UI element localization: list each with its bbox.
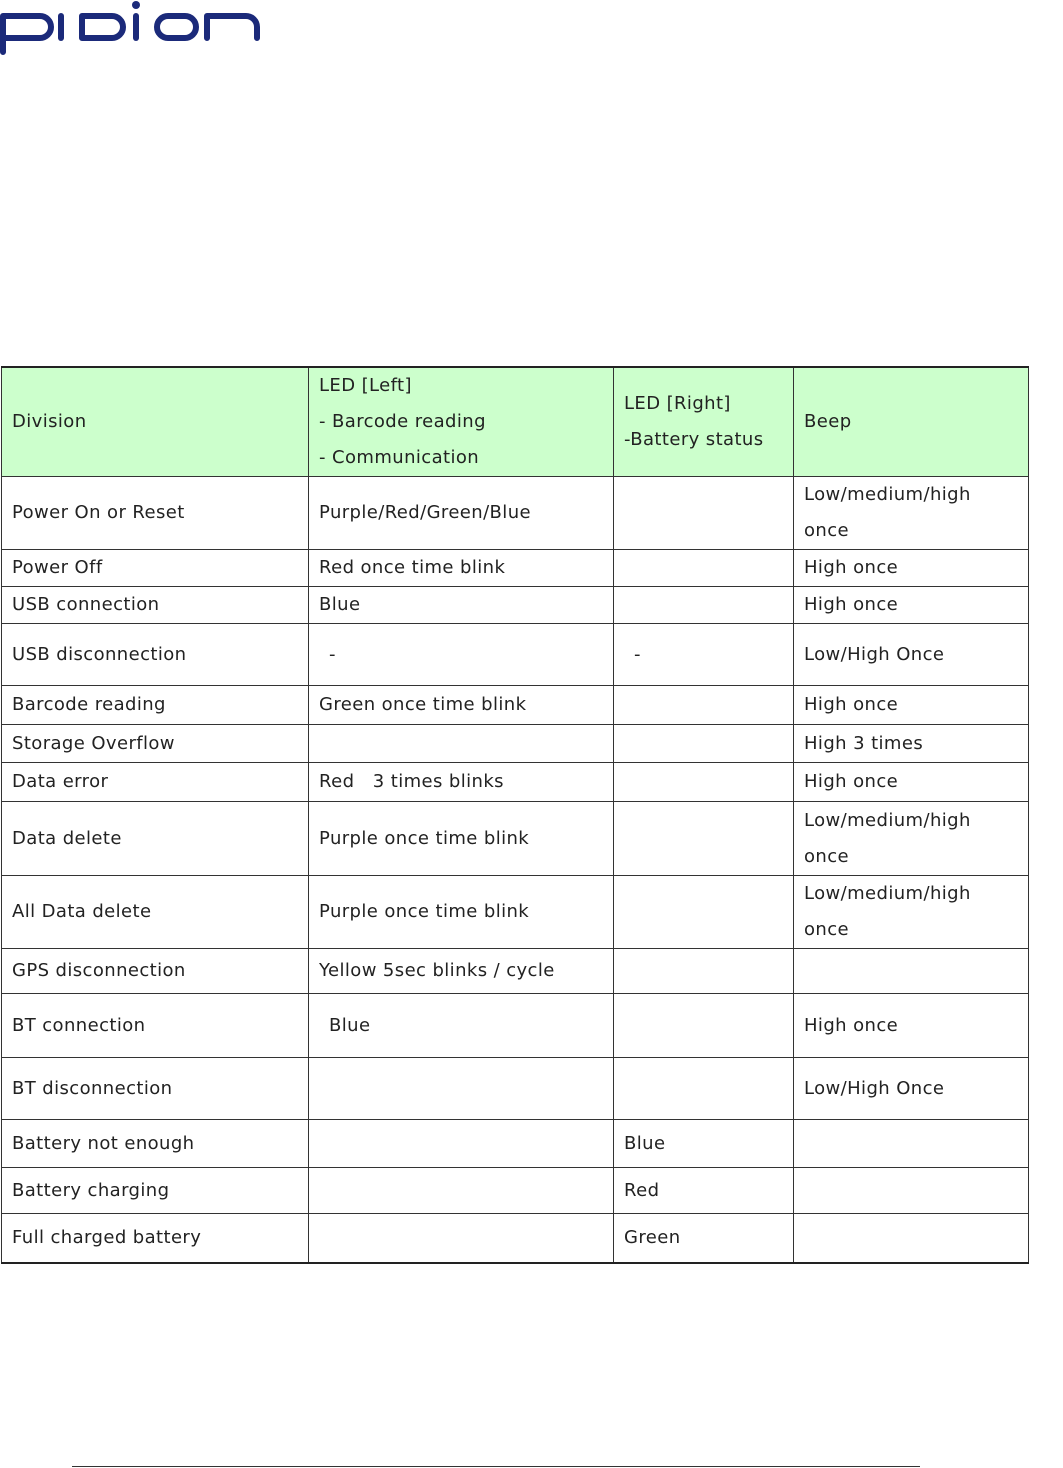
cell-led-left: Blue bbox=[309, 994, 614, 1058]
cell-led-left: Yellow 5sec blinks / cycle bbox=[309, 949, 614, 994]
cell-led-left bbox=[309, 1214, 614, 1263]
cell-led-left bbox=[309, 1058, 614, 1120]
header-led-left-title: LED [Left] bbox=[319, 375, 412, 396]
cell-division: Battery charging bbox=[2, 1168, 309, 1214]
cell-beep bbox=[794, 949, 1029, 994]
cell-led-right: Red bbox=[614, 1168, 794, 1214]
table-row bbox=[2, 477, 1029, 550]
table-header-row bbox=[2, 367, 1029, 477]
cell-led-left: Green once time blink bbox=[309, 686, 614, 725]
cell-led-right bbox=[614, 802, 794, 876]
header-led-right-title: LED [Right] bbox=[624, 393, 731, 414]
table-row bbox=[2, 994, 1029, 1058]
footer-divider bbox=[72, 1466, 920, 1467]
cell-led-left: Purple once time blink bbox=[309, 802, 614, 876]
pidion-logo-icon bbox=[0, 0, 262, 58]
header-beep: Beep bbox=[794, 367, 1029, 477]
cell-beep bbox=[794, 802, 1029, 876]
cell-division: All Data delete bbox=[2, 876, 309, 949]
cell-led-right bbox=[614, 876, 794, 949]
cell-division: Barcode reading bbox=[2, 686, 309, 725]
cell-division: USB connection bbox=[2, 587, 309, 624]
cell-division: BT disconnection bbox=[2, 1058, 309, 1120]
header-led-left bbox=[309, 367, 614, 477]
cell-led-right: Blue bbox=[614, 1120, 794, 1168]
cell-beep: High once bbox=[794, 587, 1029, 624]
table-row bbox=[2, 550, 1029, 587]
cell-beep: High 3 times bbox=[794, 725, 1029, 763]
table-row bbox=[2, 1168, 1029, 1214]
cell-led-left: Blue bbox=[309, 587, 614, 624]
cell-division: Power On or Reset bbox=[2, 477, 309, 550]
cell-led-right bbox=[614, 477, 794, 550]
table-row bbox=[2, 1058, 1029, 1120]
table-row bbox=[2, 725, 1029, 763]
cell-led-left: - bbox=[309, 624, 614, 686]
cell-led-right: Green bbox=[614, 1214, 794, 1263]
table-row bbox=[2, 1120, 1029, 1168]
cell-beep-line2: once bbox=[804, 919, 849, 940]
cell-led-left bbox=[309, 725, 614, 763]
led-beep-status-table bbox=[1, 366, 1029, 1264]
cell-beep-line2: once bbox=[804, 845, 849, 867]
cell-led-right bbox=[614, 994, 794, 1058]
cell-beep-line2: once bbox=[804, 520, 849, 541]
header-led-right-sub: -Battery status bbox=[624, 429, 764, 450]
table-row bbox=[2, 587, 1029, 624]
cell-beep: High once bbox=[794, 550, 1029, 587]
cell-division: USB disconnection bbox=[2, 624, 309, 686]
cell-beep bbox=[794, 1214, 1029, 1263]
cell-led-left: Red once time blink bbox=[309, 550, 614, 587]
cell-beep-line1: Low/medium/high bbox=[804, 809, 971, 831]
cell-led-left: Purple once time blink bbox=[309, 876, 614, 949]
cell-division: Full charged battery bbox=[2, 1214, 309, 1263]
cell-led-right bbox=[614, 949, 794, 994]
cell-led-right bbox=[614, 550, 794, 587]
cell-led-right: - bbox=[614, 624, 794, 686]
cell-beep: High once bbox=[794, 763, 1029, 802]
cell-led-right bbox=[614, 1058, 794, 1120]
cell-division: Storage Overflow bbox=[2, 725, 309, 763]
cell-division: Battery not enough bbox=[2, 1120, 309, 1168]
cell-division: BT connection bbox=[2, 994, 309, 1058]
cell-beep bbox=[794, 1168, 1029, 1214]
table-row bbox=[2, 876, 1029, 949]
cell-division: Data error bbox=[2, 763, 309, 802]
cell-led-left bbox=[309, 1120, 614, 1168]
cell-beep: Low/High Once bbox=[794, 624, 1029, 686]
header-division: Division bbox=[2, 367, 309, 477]
pidion-logo bbox=[0, 0, 262, 58]
table-row bbox=[2, 949, 1029, 994]
cell-beep bbox=[794, 477, 1029, 550]
cell-led-right bbox=[614, 587, 794, 624]
cell-beep: High once bbox=[794, 994, 1029, 1058]
cell-led-left bbox=[309, 1168, 614, 1214]
cell-beep bbox=[794, 876, 1029, 949]
table-row bbox=[2, 1214, 1029, 1263]
table-row bbox=[2, 686, 1029, 725]
header-led-left-sub1: - Barcode reading bbox=[319, 411, 486, 432]
cell-led-right bbox=[614, 763, 794, 802]
cell-beep: High once bbox=[794, 686, 1029, 725]
cell-led-left: Red 3 times blinks bbox=[309, 763, 614, 802]
cell-division: Power Off bbox=[2, 550, 309, 587]
cell-beep-line1: Low/medium/high bbox=[804, 484, 971, 505]
header-led-right bbox=[614, 367, 794, 477]
cell-beep-line1: Low/medium/high bbox=[804, 883, 971, 904]
cell-beep bbox=[794, 1120, 1029, 1168]
table-row bbox=[2, 624, 1029, 686]
cell-division: GPS disconnection bbox=[2, 949, 309, 994]
cell-led-right bbox=[614, 686, 794, 725]
table-row bbox=[2, 802, 1029, 876]
cell-led-right bbox=[614, 725, 794, 763]
cell-led-left: Purple/Red/Green/Blue bbox=[309, 477, 614, 550]
header-led-left-sub2: - Communication bbox=[319, 447, 480, 468]
table-row bbox=[2, 763, 1029, 802]
cell-beep: Low/High Once bbox=[794, 1058, 1029, 1120]
cell-division: Data delete bbox=[2, 802, 309, 876]
